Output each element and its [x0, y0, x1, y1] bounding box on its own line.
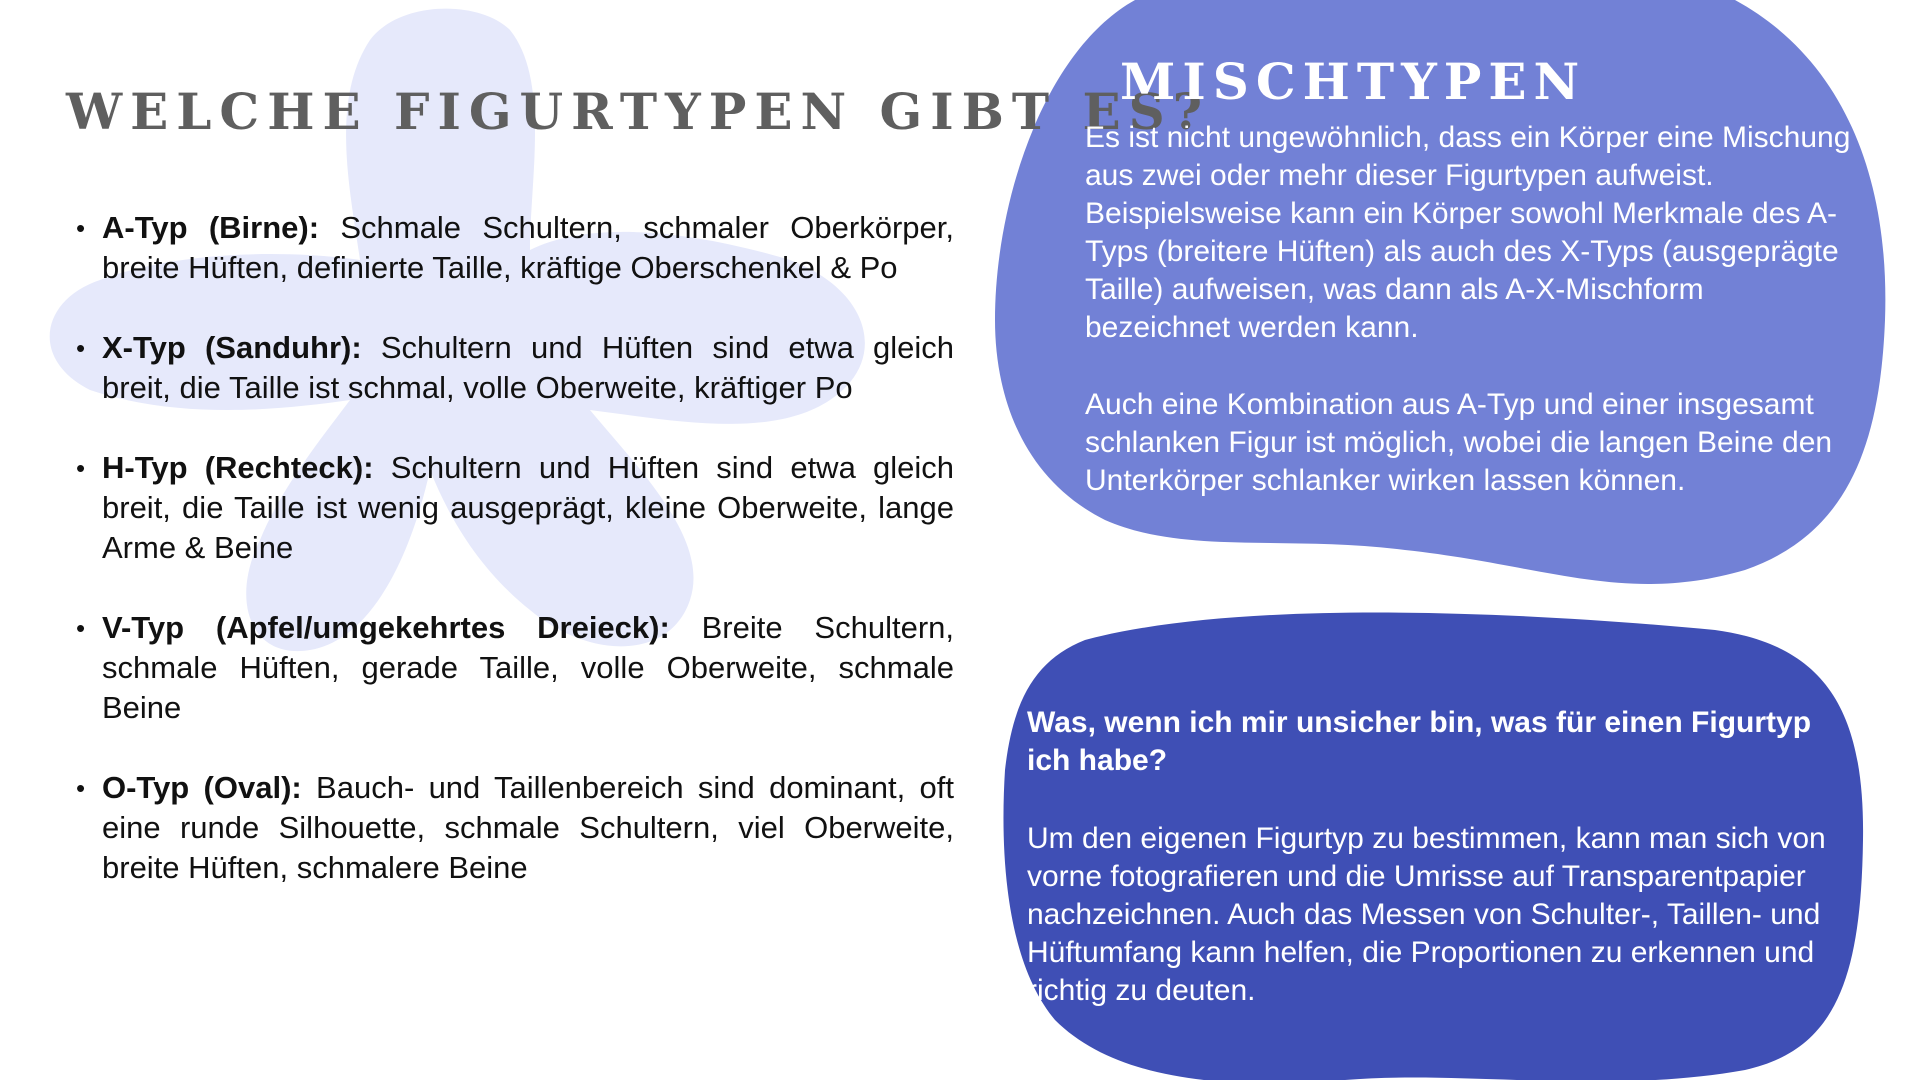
- list-item-term: O-Typ (Oval):: [102, 770, 302, 805]
- list-item-x-typ: [102, 328, 954, 408]
- list-item-o-typ: [102, 768, 954, 888]
- list-item-text: Schultern und Hüften sind etwa gleich breit, die Taille ist schmal, volle Oberweite, kräftiger Po: [102, 330, 954, 405]
- unsure-question: Was, wenn ich mir unsicher bin, was für einen Figurtyp ich habe?: [1027, 706, 1812, 777]
- list-item-text: Breite Schultern, schmale Hüften, gerade Taille, volle Oberweite, schmale Beine: [102, 610, 954, 725]
- mischtypen-paragraph-2: Auch eine Kombination aus A-Typ und einer insgesamt schlanken Figur ist möglich, wobei die langen Beine den Unterkörper schlanker wirken lassen können.: [1085, 388, 1833, 497]
- page-title: WELCHE FIGURTYPEN GIBT ES?: [66, 82, 1211, 141]
- list-item-text: Schultern und Hüften sind etwa gleich breit, die Taille ist wenig ausgeprägt, kleine Oberweite, lange Arme & Beine: [102, 450, 954, 565]
- list-item-text: Bauch- und Taillenbereich sind dominant, oft eine runde Silhouette, schmale Schultern, viel Oberweite, breite Hüften, schmalere Beine: [102, 770, 954, 885]
- list-item-term: V-Typ (Apfel/umgekehrtes Dreieck):: [102, 610, 670, 645]
- mischtypen-paragraph-1: Es ist nicht ungewöhnlich, dass ein Körper eine Mischung aus zwei oder mehr dieser Figurtypen aufweist. Beispielsweise kann ein Körper sowohl Merkmale des A-Typs (breitere Hüften) als auch des X-Typs (ausgeprägte Taille) aufweisen, was dann als A-X-Mischform bezeichnet werden kann.: [1085, 121, 1851, 344]
- figure-types-list: [70, 208, 954, 928]
- list-item-h-typ: [102, 448, 954, 568]
- list-item-term: H-Typ (Rechteck):: [102, 450, 374, 485]
- list-item-v-typ: [102, 608, 954, 728]
- list-item-term: A-Typ (Birne):: [102, 210, 320, 245]
- mischtypen-title: MISCHTYPEN: [1120, 52, 1587, 111]
- list-item-text: Schmale Schultern, schmaler Oberkörper, breite Hüften, definierte Taille, kräftige Oberschenkel & Po: [102, 210, 954, 285]
- list-item-a-typ: [102, 208, 954, 288]
- list-item-term: X-Typ (Sanduhr):: [102, 330, 362, 365]
- unsure-answer: Um den eigenen Figurtyp zu bestimmen, kann man sich von vorne fotografieren und die Umrisse auf Transparentpapier nachzeichnen. Auch das Messen von Schulter-, Taillen- und Hüftumfang kann helfen, die Proportionen zu erkennen und richtig zu deuten.: [1027, 822, 1826, 1007]
